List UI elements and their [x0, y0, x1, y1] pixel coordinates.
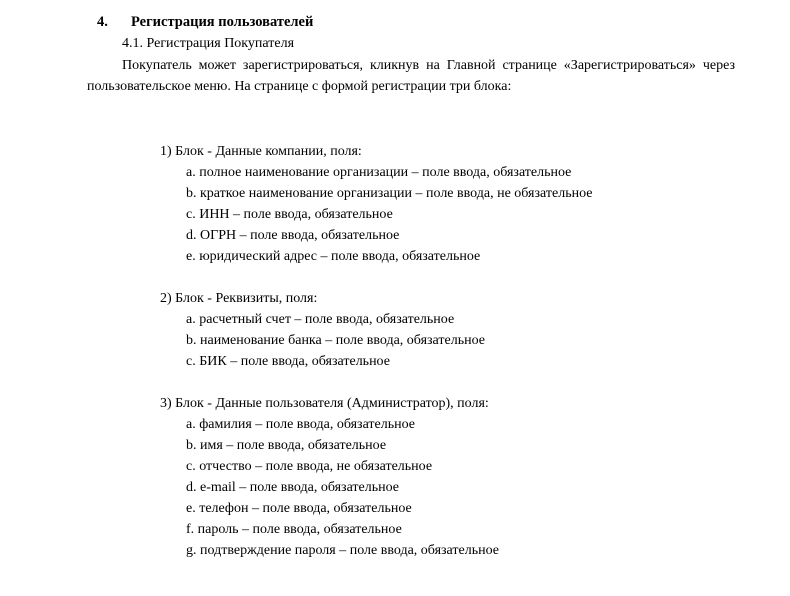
block-1-item: a. полное наименование организации – поле ввода, обязательное	[186, 165, 572, 180]
block-1-title: 1) Блок - Данные компании, поля:	[160, 144, 362, 159]
section-title: Регистрация пользователей	[131, 14, 314, 30]
block-3-item: c. отчество – поле ввода, не обязательное	[186, 459, 433, 474]
block-3-item: e. телефон – поле ввода, обязательное	[186, 501, 412, 516]
subsection-title: 4.1. Регистрация Покупателя	[122, 36, 295, 51]
block-3-item: g. подтверждение пароля – поле ввода, обязательное	[186, 543, 499, 558]
block-3-item: b. имя – поле ввода, обязательное	[186, 438, 387, 453]
block-2-title: 2) Блок - Реквизиты, поля:	[160, 291, 318, 306]
block-2-item: a. расчетный счет – поле ввода, обязательное	[186, 312, 455, 327]
block-3-item: a. фамилия – поле ввода, обязательное	[186, 417, 416, 432]
block-2-item: b. наименование банка – поле ввода, обязательное	[186, 333, 485, 348]
block-1-item: b. краткое наименование организации – поле ввода, не обязательное	[186, 186, 593, 201]
block-1-item: e. юридический адрес – поле ввода, обязательное	[186, 249, 481, 264]
intro-paragraph	[87, 55, 735, 97]
section-number: 4.	[97, 14, 108, 30]
block-1-item: d. ОГРН – поле ввода, обязательное	[186, 228, 400, 243]
section-heading	[97, 14, 313, 31]
block-1-item: c. ИНН – поле ввода, обязательное	[186, 207, 393, 222]
block-2-item: c. БИК – поле ввода, обязательное	[186, 354, 390, 369]
intro-text: Покупатель может зарегистрироваться, кликнув на Главной странице «Зарегистрироваться» через пользовательское меню. На странице с формой регистрации три блока:	[87, 58, 735, 94]
block-3-item: f. пароль – поле ввода, обязательное	[186, 522, 402, 537]
block-3-title: 3) Блок - Данные пользователя (Администратор), поля:	[160, 396, 489, 411]
block-3-item: d. e-mail – поле ввода, обязательное	[186, 480, 400, 495]
